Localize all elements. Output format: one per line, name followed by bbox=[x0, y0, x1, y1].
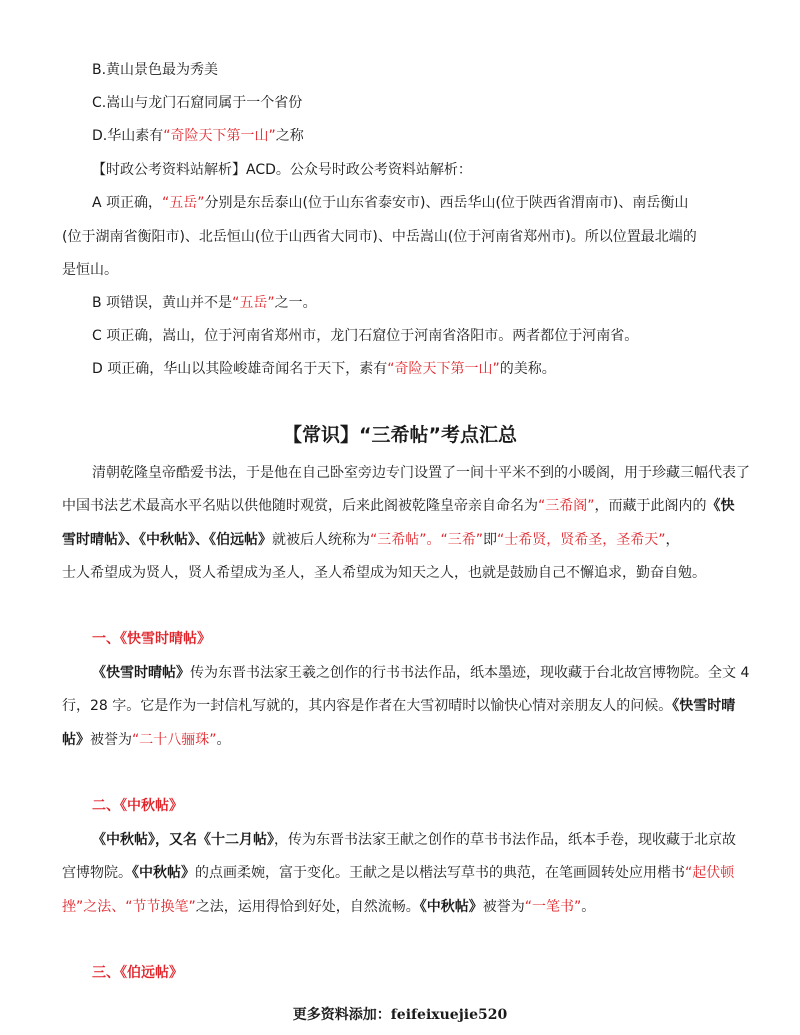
analysis-header: 【时政公考资料站解析】ACD。公众号时政公考资料站解析： bbox=[92, 162, 472, 178]
section-2-heading: 二、《中秋帖》 bbox=[92, 798, 183, 814]
intro-line-3: 雪时晴帖》、《中秋帖》、《伯远帖》就被后人统称为“三希帖”。“三希”即“士希贤，贤希圣，圣希天”， bbox=[62, 532, 680, 548]
analysis-a-line-1: A 项正确，“五岳”分别是东岳泰山(位于山东省泰安市)、西岳华山(位于陕西省渭南市)、南岳衡山 bbox=[92, 195, 689, 211]
option-b: B.黄山景色最为秀美 bbox=[92, 62, 219, 78]
analysis-c: C 项正确，嵩山，位于河南省郑州市，龙门石窟位于河南省洛阳市。两者都位于河南省。 bbox=[92, 328, 639, 344]
section-2-line-1: 《中秋帖》，又名《十二月帖》，传为东晋书法家王献之创作的草书书法作品，纸本手卷，现收藏于北京故 bbox=[92, 832, 736, 848]
analysis-d: D 项正确，华山以其险峻雄奇闻名于天下，素有“奇险天下第一山”的美称。 bbox=[92, 361, 556, 377]
section-1-heading: 一、《快雪时晴帖》 bbox=[92, 631, 211, 647]
intro-line-2: 中国书法艺术最高水平名贴以供他随时观赏，后来此阁被乾隆皇帝亲自命名为“三希阁”，而藏于此阁内的《快 bbox=[62, 498, 735, 514]
section-1-line-2: 行，28 字。它是作为一封信札写就的，其内容是作者在大雪初晴时以愉快心情对亲朋友人的问候。《快雪时晴 bbox=[62, 698, 736, 714]
article-title: 【常识】“三希帖”考点汇总 bbox=[283, 424, 517, 446]
section-2-line-2: 宫博物院。《中秋帖》的点画柔婉，富于变化。王献之是以楷法写草书的典范，在笔画圆转处应用楷书“起伏顿 bbox=[62, 865, 735, 881]
analysis-a-line-3: 是恒山。 bbox=[62, 262, 118, 278]
section-3-heading: 三、《伯远帖》 bbox=[92, 965, 183, 981]
analysis-b: B 项错误，黄山并不是“五岳”之一。 bbox=[92, 295, 317, 311]
option-c: C.嵩山与龙门石窟同属于一个省份 bbox=[92, 95, 303, 111]
footer-contact: 更多资料添加：feifeixuejie520 bbox=[292, 1007, 508, 1023]
section-1-line-1: 《快雪时晴帖》传为东晋书法家王羲之创作的行书书法作品，纸本墨迹，现收藏于台北故宫博物院。全文 4 bbox=[92, 665, 750, 681]
analysis-a-line-2: (位于湖南省衡阳市)、北岳恒山(位于山西省大同市)、中岳嵩山(位于河南省郑州市)。所以位置最北端的 bbox=[62, 229, 697, 245]
section-1-line-3: 帖》被誉为“二十八骊珠”。 bbox=[62, 732, 231, 748]
intro-line-1: 清朝乾隆皇帝酷爱书法，于是他在自己卧室旁边专门设置了一间十平米不到的小暖阁，用于珍藏三幅代表了 bbox=[92, 465, 750, 481]
option-d: D.华山素有“奇险天下第一山”之称 bbox=[92, 128, 304, 144]
section-2-line-3: 挫”之法、“节节换笔”之法，运用得恰到好处，自然流畅。《中秋帖》被誉为“一笔书”。 bbox=[62, 899, 596, 915]
intro-line-4: 士人希望成为贤人，贤人希望成为圣人，圣人希望成为知天之人，也就是鼓励自己不懈追求，勤奋自勉。 bbox=[62, 565, 706, 581]
